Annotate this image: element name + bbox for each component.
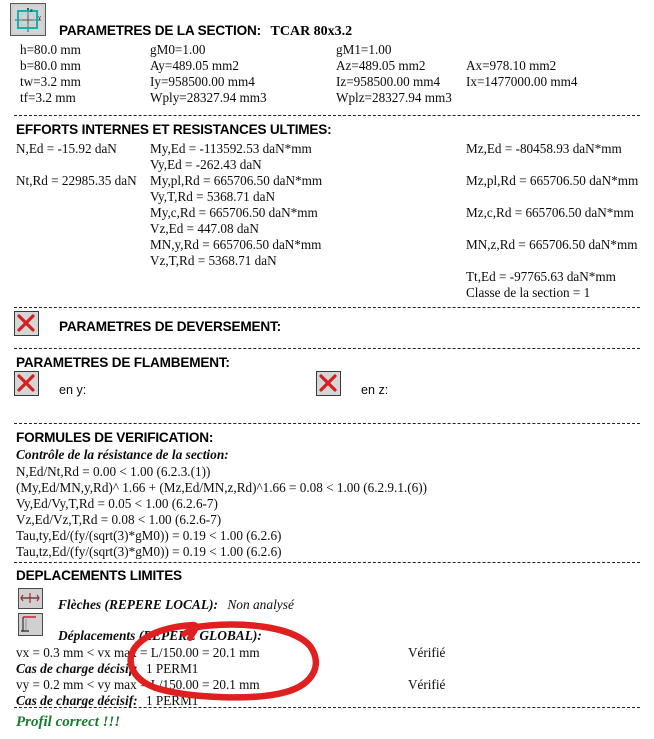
- separator-3: [14, 348, 640, 349]
- deflection-label-text: Flèches (REPERE LOCAL):: [58, 597, 218, 612]
- force-mz-ed: Mz,Ed = -80458.93 daN*mm: [466, 141, 622, 156]
- separator-6: [14, 707, 640, 708]
- displacements-heading: DEPLACEMENTS LIMITES: [16, 568, 182, 583]
- force-tt-ed: Tt,Ed = -97765.63 daN*mm: [466, 269, 616, 284]
- section-param-iz: Iz=958500.00 mm4: [336, 74, 441, 89]
- force-mz-pl-rd: Mz,pl,Rd = 665706.50 daN*mm: [466, 173, 639, 188]
- separator-5: [14, 562, 640, 563]
- deflection-label: [58, 597, 294, 613]
- section-params-heading: [59, 23, 352, 40]
- flambement-z-label: en z:: [361, 383, 389, 397]
- section-params-heading-text: PARAMETRES DE LA SECTION:: [59, 23, 261, 38]
- section-param-gm1: gM1=1.00: [336, 42, 392, 57]
- column-displacement-glyph: [19, 614, 41, 634]
- force-vy-t-rd: Vy,T,Rd = 5368.71 daN: [150, 189, 276, 204]
- separator-1: [14, 115, 640, 116]
- section-profile-icon[interactable]: [10, 3, 46, 36]
- red-x-icon: [15, 312, 37, 334]
- section-param-wply: Wply=28327.94 mm3: [150, 90, 267, 105]
- section-param-ay: Ay=489.05 mm2: [150, 58, 240, 73]
- formula-shear-z: Vz,Ed/Vz,T,Rd = 0.08 < 1.00 (6.2.6-7): [16, 512, 222, 527]
- separator-4: [14, 423, 640, 424]
- force-vz-ed: Vz,Ed = 447.08 daN: [150, 221, 259, 236]
- section-param-ix: Ix=1477000.00 mm4: [466, 74, 578, 89]
- flambement-z-state-icon[interactable]: [316, 371, 341, 396]
- beam-deflection-icon[interactable]: [18, 588, 43, 609]
- force-mn-y-rd: MN,y,Rd = 665706.50 daN*mm: [150, 237, 322, 252]
- section-param-b: b=80.0 mm: [20, 58, 81, 73]
- flambement-heading: PARAMETRES DE FLAMBEMENT:: [16, 355, 230, 370]
- vx-case-value: 1 PERM1: [146, 661, 199, 676]
- force-vz-t-rd: Vz,T,Rd = 5368.71 daN: [150, 253, 277, 268]
- red-x-icon: [15, 372, 37, 394]
- deversement-heading: PARAMETRES DE DEVERSEMENT:: [59, 319, 281, 334]
- column-displacement-icon[interactable]: [18, 613, 43, 636]
- section-param-tf: tf=3.2 mm: [20, 90, 76, 105]
- section-param-az: Az=489.05 mm2: [336, 58, 426, 73]
- formula-axial: N,Ed/Nt,Rd = 0.00 < 1.00 (6.2.3.(1)): [16, 464, 211, 479]
- force-mn-z-rd: MN,z,Rd = 665706.50 daN*mm: [466, 237, 638, 252]
- section-class: Classe de la section = 1: [466, 285, 591, 300]
- section-param-gm0: gM0=1.00: [150, 42, 206, 57]
- verification-subheading: Contrôle de la résistance de la section:: [16, 447, 229, 462]
- flambement-y-label: en y:: [59, 383, 87, 397]
- section-profile-icon-inner: [13, 6, 43, 33]
- section-param-h: h=80.0 mm: [20, 42, 81, 57]
- flambement-y-state-icon[interactable]: [14, 371, 39, 396]
- force-my-ed: My,Ed = -113592.53 daN*mm: [150, 141, 312, 156]
- force-my-c-rd: My,c,Rd = 665706.50 daN*mm: [150, 205, 318, 220]
- force-n-ed: N,Ed = -15.92 daN: [16, 141, 117, 156]
- vx-check-status: Vérifié: [408, 645, 446, 660]
- tube-section-glyph: [13, 6, 43, 33]
- verification-heading: FORMULES DE VERIFICATION:: [16, 430, 214, 445]
- formula-shear-y: Vy,Ed/Vy,T,Rd = 0.05 < 1.00 (6.2.6-7): [16, 496, 218, 511]
- vy-check-expression: vy = 0.2 mm < vy max = L/150.00 = 20.1 mm: [16, 677, 260, 692]
- red-x-icon: [317, 372, 339, 394]
- formula-torsion-z: Tau,tz,Ed/(fy/(sqrt(3)*gM0)) = 0.19 < 1.00 (6.2.6): [16, 544, 282, 559]
- force-mz-c-rd: Mz,c,Rd = 665706.50 daN*mm: [466, 205, 634, 220]
- profile-verdict: Profil correct !!!: [16, 714, 121, 730]
- vy-case-value: 1 PERM1: [146, 693, 199, 708]
- vy-check-status: Vérifié: [408, 677, 446, 692]
- section-param-iy: Iy=958500.00 mm4: [150, 74, 255, 89]
- force-my-pl-rd: My,pl,Rd = 665706.50 daN*mm: [150, 173, 323, 188]
- section-param-wplz: Wplz=28327.94 mm3: [336, 90, 452, 105]
- force-nt-rd: Nt,Rd = 22985.35 daN: [16, 173, 137, 188]
- svg-text:y: y: [38, 15, 41, 21]
- force-vy-ed: Vy,Ed = -262.43 daN: [150, 157, 262, 172]
- separator-2: [14, 307, 640, 308]
- vx-check-expression: vx = 0.3 mm < vx max = L/150.00 = 20.1 mm: [16, 645, 260, 660]
- section-param-tw: tw=3.2 mm: [20, 74, 81, 89]
- formula-torsion-y: Tau,ty,Ed/(fy/(sqrt(3)*gM0)) = 0.19 < 1.00 (6.2.6): [16, 528, 282, 543]
- deflection-value: Non analysé: [227, 597, 294, 612]
- section-param-ax: Ax=978.10 mm2: [466, 58, 557, 73]
- svg-text:z: z: [30, 8, 33, 14]
- deversement-state-icon[interactable]: [14, 311, 39, 336]
- formula-biaxial: (My,Ed/MN,y,Rd)^ 1.66 + (Mz,Ed/MN,z,Rd)^1.66 = 0.08 < 1.00 (6.2.9.1.(6)): [16, 480, 427, 495]
- profile-name: TCAR 80x3.2: [270, 24, 353, 39]
- vy-case-label: Cas de charge décisif:: [16, 693, 138, 708]
- beam-deflection-glyph: [19, 589, 41, 607]
- vx-case-label: Cas de charge décisif:: [16, 661, 138, 676]
- internal-forces-heading: EFFORTS INTERNES ET RESISTANCES ULTIMES:: [16, 122, 332, 137]
- global-displacement-label: Déplacements (REPERE GLOBAL):: [58, 628, 262, 643]
